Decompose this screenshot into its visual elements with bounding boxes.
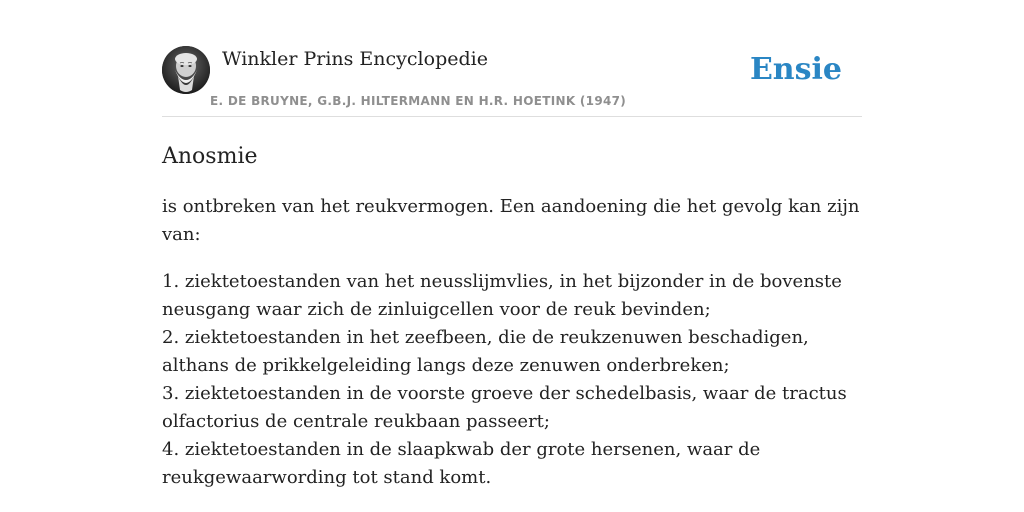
ensie-logo[interactable]: Ensie	[749, 52, 842, 87]
list-item: 2. ziektetoestanden in het zeefbeen, die de reukzenuwen beschadigen, althans de prikkelgeleiding langs deze zenuwen onderbreken;	[162, 327, 809, 376]
entry-list	[162, 268, 862, 492]
source-header	[162, 46, 862, 117]
source-authors: E. DE BRUYNE, G.B.J. HILTERMANN EN H.R. HOETINK (1947)	[210, 94, 627, 108]
entry-intro: is ontbreken van het reukvermogen. Een aandoening die het gevolg kan zijn van:	[162, 196, 860, 245]
portrait-icon	[162, 46, 210, 94]
source-title[interactable]: Winkler Prins Encyclopedie	[222, 48, 488, 70]
author-portrait-avatar[interactable]	[162, 46, 210, 94]
article-page	[162, 46, 862, 492]
list-item: 1. ziektetoestanden van het neusslijmvlies, in het bijzonder in de bovenste neusgang waar zich de zinluigcellen voor de reuk bevinden;	[162, 271, 842, 320]
list-item: 3. ziektetoestanden in de voorste groeve der schedelbasis, waar de tractus olfactorius de centrale reukbaan passeert;	[162, 383, 847, 432]
entry-title: Anosmie	[162, 144, 258, 169]
list-item: 4. ziektetoestanden in de slaapkwab der grote hersenen, waar de reukgewaarwording tot stand komt.	[162, 439, 761, 488]
